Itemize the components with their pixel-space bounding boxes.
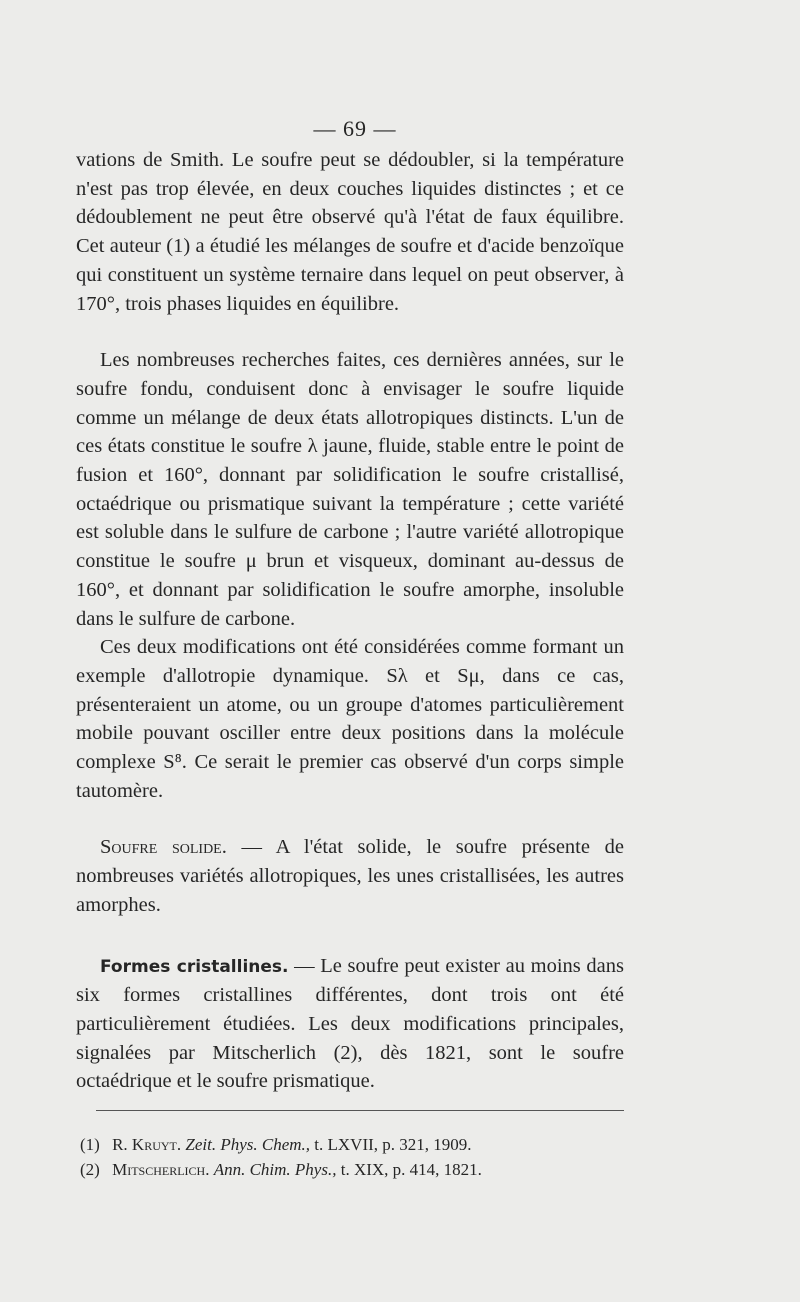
body-text: [76, 146, 624, 1096]
page-number: — 69 —: [313, 116, 397, 141]
footnote-mark: (2): [80, 1160, 100, 1179]
paragraph-solid-sulfur-text: — A l'état solide, le soufre présente de nombreuses variétés allotropiques, les unes cristallisées, les autres amorphes.: [76, 836, 624, 916]
footnote-journal: Ann. Chim. Phys.,: [213, 1160, 337, 1179]
paragraph-continuation: vations de Smith. Le soufre peut se dédoubler, si la température n'est pas trop élevée, en deux couches liquides distinctes ; et ce dédoublement ne peut être observé qu'à l'état de faux équilibre. Cet auteur (1) a étudié les mélanges de soufre et d'acide benzoïque qui constituent un système ternaire dans lequel on peut observer, à 170°, trois phases liquides en équilibre.: [76, 149, 624, 315]
footnote-author: R. Kruyt.: [112, 1135, 182, 1154]
paragraph-solid-sulfur: [76, 833, 624, 919]
footnote: [80, 1132, 640, 1157]
paragraph-crystal-forms: [76, 952, 624, 1097]
footnote-author: Mitscherlich.: [112, 1160, 210, 1179]
footnotes: [80, 1132, 640, 1182]
footnote-details: t. XIX, p. 414, 1821.: [340, 1160, 482, 1179]
section-heading-crystal-forms: Formes cristallines.: [100, 956, 289, 977]
footnote-divider: [96, 1110, 624, 1111]
footnote: [80, 1157, 640, 1182]
section-heading-solid-sulfur: Soufre solide.: [100, 836, 227, 859]
footnote-details: t. LXVII, p. 321, 1909.: [314, 1135, 472, 1154]
paragraph-crystal-forms-text: — Le soufre peut exister au moins dans six formes cristallines différentes, dont trois ont été particulièrement étudiées. Les deux modifications principales, signalées par Mitscherlich (2), dès 1821, sont le soufre octaédrique et le soufre prismatique.: [76, 954, 624, 1093]
footnote-mark: (1): [80, 1135, 100, 1154]
paragraph-allotropy: Ces deux modifications ont été considérées comme formant un exemple d'allotropie dynamique. Sλ et Sμ, dans ce cas, présenteraient un atome, ou un groupe d'atomes particulièrement mobile pouvant osciller entre deux positions dans la molécule complexe S⁸. Ce serait le premier cas observé d'un corps simple tautomère.: [76, 636, 624, 802]
paragraph-liquid-sulfur: Les nombreuses recherches faites, ces dernières années, sur le soufre fondu, conduisent donc à envisager le soufre liquide comme un mélange de deux états allotropiques distincts. L'un de ces états constitue le soufre λ jaune, fluide, stable entre le point de fusion et 160°, donnant par solidification le soufre cristallisé, octaédrique ou prismatique suivant la température ; cette variété est soluble dans le sulfure de carbone ; l'autre variété allotropique constitue le soufre μ brun et visqueux, dominant au-dessus de 160°, et donnant par solidification le soufre amorphe, insoluble dans le sulfure de carbone.: [76, 349, 624, 630]
footnote-journal: Zeit. Phys. Chem.,: [185, 1135, 311, 1154]
